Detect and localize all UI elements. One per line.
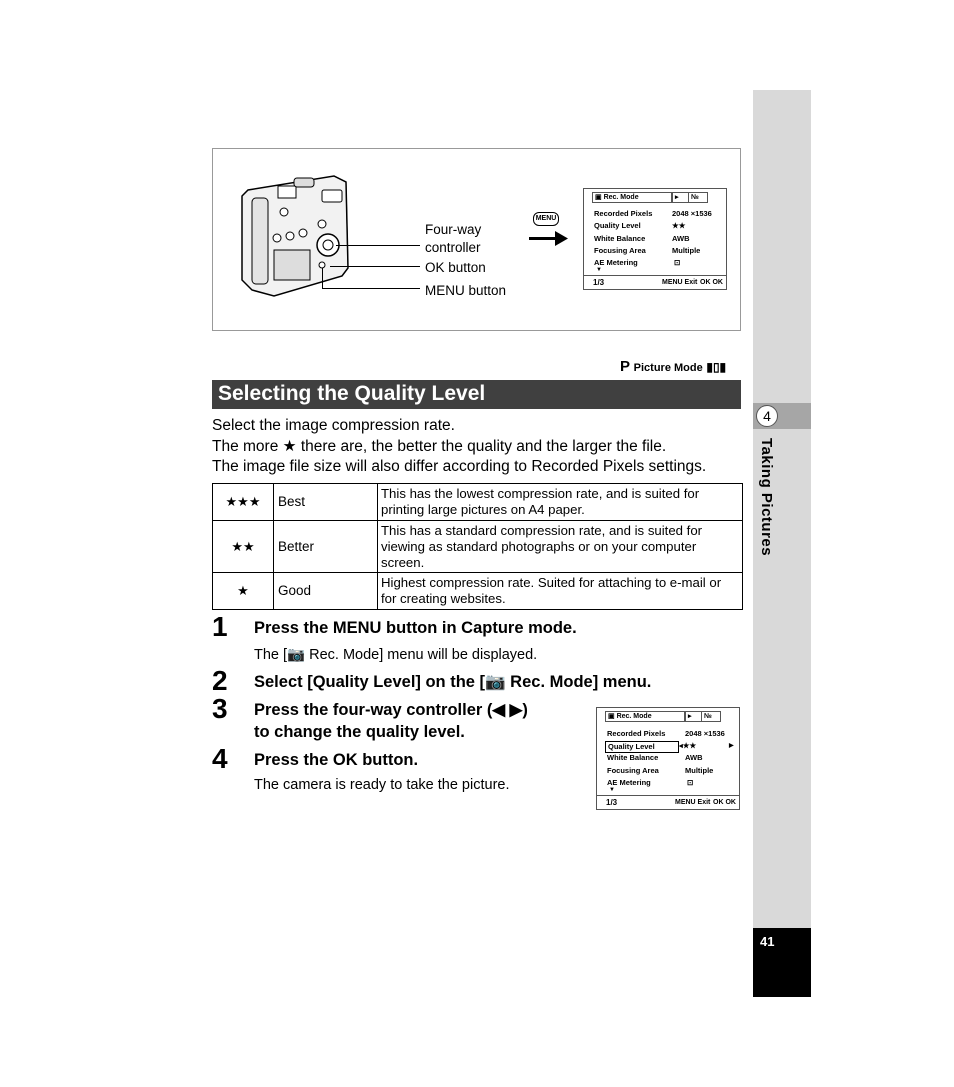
lcd-footer	[584, 275, 726, 289]
lcd-row-label: Recorded Pixels	[594, 209, 653, 218]
mode-indicator	[620, 358, 726, 375]
lcd-row-value: ★★	[672, 221, 686, 230]
quality-description: Highest compression rate. Suited for attaching to e-mail or for creating websites.	[378, 573, 743, 610]
lcd-row-value: Multiple	[672, 246, 701, 255]
step-number: 3	[212, 693, 228, 724]
section-title: Selecting the Quality Level	[218, 382, 486, 405]
lcd-exit-hint: MENU Exit	[675, 799, 711, 806]
lcd-page-indicator: 1/3	[593, 278, 605, 287]
lcd-tab-rec-mode	[592, 192, 672, 203]
lcd-tab-label: Rec. Mode	[603, 194, 639, 201]
lcd-quality-level-menu	[596, 707, 740, 810]
camera-illustration-icon	[234, 168, 356, 302]
lcd-row-label: Quality Level	[594, 221, 641, 230]
intro-line: The image file size will also differ according to Recorded Pixels settings.	[212, 458, 707, 475]
lcd-page-indicator: 1/3	[606, 798, 618, 807]
lcd-row-value: 2048 ×1536	[672, 209, 712, 218]
camera-icon: ▣	[608, 713, 615, 720]
lcd-row-label: Recorded Pixels	[607, 729, 666, 738]
lcd-row-value: AWB	[685, 753, 703, 762]
table-row	[213, 521, 743, 573]
quality-name: Best	[274, 484, 378, 521]
movie-mode-icon: ▮▯▮	[706, 360, 727, 374]
step-text: Press the four-way controller (◀ ▶)	[254, 701, 528, 719]
lcd-exit-hint: MENU Exit	[662, 279, 698, 286]
step-number: 1	[212, 611, 228, 642]
chapter-number: 4	[756, 405, 778, 427]
camera-icon: ▣	[595, 194, 602, 201]
lcd-ok-hint: OK OK	[700, 279, 723, 286]
star-rating: ★★★	[213, 484, 274, 521]
settings-tab-icon: №	[688, 192, 708, 203]
step-text-continued: to change the quality level.	[254, 723, 465, 741]
lcd-row-label-selected: Quality Level	[605, 741, 679, 753]
chapter-title: Taking Pictures	[758, 438, 775, 557]
step-number: 4	[212, 743, 228, 774]
lcd-row-value: 2048 ×1536	[685, 729, 725, 738]
quality-name: Good	[274, 573, 378, 610]
step-text: Select [Quality Level] on the [📷 Rec. Mode] menu.	[254, 673, 652, 691]
ok-button-label: OK button	[425, 260, 486, 275]
step-text: Press the OK button.	[254, 751, 419, 769]
lcd-row-value: ⊡	[674, 258, 681, 267]
playback-tab-icon: ▸	[672, 192, 690, 203]
quality-name: Better	[274, 521, 378, 573]
lcd-row-value: ⊡	[687, 778, 694, 787]
lcd-row-label: Focusing Area	[607, 766, 659, 775]
lcd-row-label: White Balance	[594, 234, 646, 243]
step-note: The camera is ready to take the picture.	[254, 777, 510, 793]
step-number: 2	[212, 665, 228, 696]
lcd-row-value: AWB	[672, 234, 690, 243]
lcd-ok-hint: OK OK	[713, 799, 736, 806]
table-row	[213, 484, 743, 521]
quality-table	[212, 483, 743, 610]
lcd-row-label: Focusing Area	[594, 246, 646, 255]
right-arrow-icon: ▶	[729, 743, 734, 749]
playback-tab-icon: ▸	[685, 711, 703, 722]
star-rating: ★	[213, 573, 274, 610]
page-number: 41	[760, 934, 775, 949]
program-mode-icon: P	[620, 358, 631, 375]
intro-line: The more ★ there are, the better the quality and the larger the file.	[212, 438, 667, 455]
leader-line-four-way	[336, 245, 420, 246]
lcd-tab-rec-mode	[605, 711, 685, 722]
scroll-down-icon: ▼	[609, 787, 615, 793]
intro-line: Select the image compression rate.	[212, 417, 455, 434]
leader-line-menu	[322, 288, 420, 289]
step-note: The [📷 Rec. Mode] menu will be displayed.	[254, 647, 538, 663]
controller-label: controller	[425, 240, 481, 255]
leader-line-menu-vertical	[322, 268, 323, 288]
lcd-row-value: ◂★★	[679, 741, 697, 750]
quality-description: This has the lowest compression rate, and is suited for printing large pictures on A4 paper.	[378, 484, 743, 521]
lcd-row-label: AE Metering	[594, 258, 638, 267]
settings-tab-icon: №	[701, 711, 721, 722]
lcd-row-value: Multiple	[685, 766, 714, 775]
scroll-down-icon: ▼	[596, 267, 602, 273]
lcd-row-label: White Balance	[607, 753, 659, 762]
step-text: Press the MENU button in Capture mode.	[254, 619, 577, 637]
lcd-row-label: AE Metering	[607, 778, 651, 787]
four-way-label: Four-way	[425, 222, 482, 237]
mode-label: Picture Mode	[633, 362, 703, 374]
star-rating: ★★	[213, 521, 274, 573]
arrow-right-icon	[529, 230, 569, 248]
lcd-tab-label: Rec. Mode	[616, 713, 652, 720]
menu-key-icon: MENU	[533, 212, 559, 226]
quality-description: This has a standard compression rate, and is suited for viewing as standard photographs or on your computer screen.	[378, 521, 743, 573]
menu-button-label: MENU button	[425, 283, 507, 298]
lcd-rec-mode-menu	[583, 188, 727, 290]
table-row	[213, 573, 743, 610]
lcd-footer	[597, 795, 739, 809]
leader-line-ok	[330, 266, 420, 267]
